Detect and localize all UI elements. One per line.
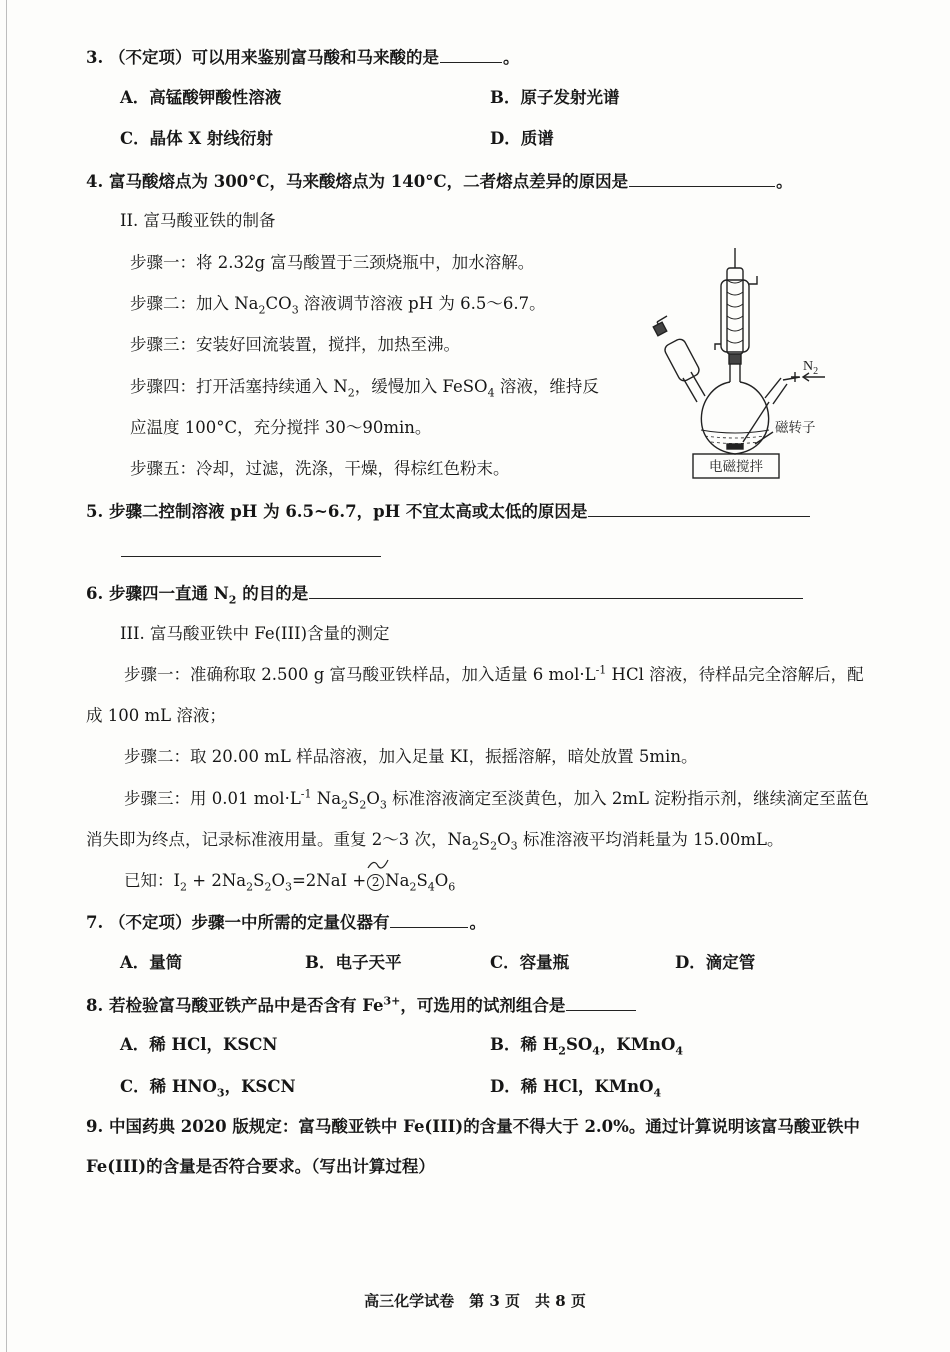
condenser-outlet [749,276,757,284]
handwritten-check-mark [366,858,390,872]
question-7-blank[interactable] [390,911,468,928]
q3-option-b: B．原子发射光谱 [490,88,620,107]
question-9-line-1: 9. 中国药典 2020 版规定：富马酸亚铁中 Fe(III)的含量不得大于 2.0%。通过计算说明该富马酸亚铁中 [86,1117,860,1136]
reflux-apparatus-diagram [635,240,840,485]
condenser-coil [727,280,743,343]
question-4-text: 4. 富马酸熔点为 300°C，马来酸熔点为 140°C，二者熔点差异的原因是 [86,172,629,191]
sec3-step-3-line-2: 消失即为终点，记录标准液用量。重复 2～3 次，$Na_2S_2O_3$ 标准溶液平均消耗量为 15.00mL。 [86,830,784,853]
q7-option-d: D．滴定管 [675,953,756,972]
question-3 [86,46,519,69]
question-5-text: 5. 步骤二控制溶液 pH 为 6.5~6.7，pH 不宜太高或太低的原因是 [86,502,588,521]
question-7-text: 7. （不定项）步骤一中所需的定量仪器有 [86,913,390,932]
sec3-step-3: 步骤三：用 0.01 $mol\cdot L^{-1}$ $Na_2S_2O_3$ 标准溶液滴定至淡黄色，加入 2mL 淀粉指示剂，继续滴定至蓝色 [124,787,869,812]
condenser-inlet [715,344,721,350]
q7-option-a: A．量筒 [120,953,183,972]
question-4-end: 。 [776,172,793,191]
question-4-blank[interactable] [629,170,775,187]
sec2-step-1: 步骤一：将 2.32g 富马酸置于三颈烧瓶中，加水溶解。 [130,253,535,272]
question-7: 7. （不定项）步骤一中所需的定量仪器有 。 [86,913,486,932]
liquid-surface [701,430,769,433]
q3-option-d: D．质谱 [490,129,554,148]
page-footer: 高三化学试卷 第 3 页 共 8 页 [364,1292,586,1310]
question-4 [86,170,793,193]
sec2-step-4-line-2: 应温度 100°C，充分搅拌 30～90min。 [130,418,432,437]
sec2-step-5: 步骤五：冷却，过滤，洗涤，干燥，得棕红色粉末。 [130,459,510,478]
q7-option-c: C．容量瓶 [490,953,570,972]
stir-bar [727,444,743,449]
sec3-step-1-line-2: 成 100 mL 溶液； [86,706,226,725]
sec2-step-2: 步骤二：加入 $Na_2CO_3$ 溶液调节溶液 pH 为 6.5～6.7。 [130,294,546,317]
question-5-line-2 [120,540,382,563]
q7-option-b: B．电子天平 [305,953,402,972]
known-equation: 已知：$I_2 + 2Na_2S_2O_3=2NaI + 2$ $Na_2S_4O_6$ [124,871,456,894]
q8-option-d: D．稀 HCl，KMnO$_4$ [490,1077,662,1100]
question-8-blank[interactable] [566,994,636,1011]
question-3-blank[interactable] [440,46,502,63]
question-3-end: 。 [502,48,520,67]
question-5-blank-1[interactable] [588,500,810,517]
question-6: 6. 步骤四一直通 $N_2$ 的目的是 [86,582,804,605]
page-edge-line [6,0,7,1352]
q3-option-c: C．晶体 X 射线衍射 [120,129,273,148]
stir-bar-label: 磁转子 [775,420,816,436]
question-5-blank-2[interactable] [121,540,381,557]
question-3-text: 3. （不定项）可以用来鉴别富马酸和马来酸的是 [86,48,439,67]
q8-option-c: C．稀 $HNO_3$，KSCN [120,1077,296,1100]
sec3-step-2: 步骤二：取 20.00 mL 样品溶液，加入足量 KI，振摇溶解，暗处放置 5min。 [124,747,698,766]
condenser-jacket [721,280,749,352]
circled-coefficient: 2 [367,874,384,891]
sec3-step-1: 步骤一：准确称取 2.500 g 富马酸亚铁样品，加入适量 6 $mol\cdot L^{-1}$ HCl 溶液，待样品完全溶解后，配 [124,663,864,684]
stirrer-label: 电磁搅拌 [709,459,763,475]
section-2-title: II. 富马酸亚铁的制备 [120,211,276,230]
section-3-title: III. 富马酸亚铁中 Fe(III)含量的测定 [120,624,390,643]
q8-option-b: B．稀 $H_2SO_4$，KMnO$_4$ [490,1035,684,1058]
dropping-funnel [663,337,701,383]
gas-label: $N_2$ [803,359,819,377]
sec2-step-3: 步骤三：安装好回流装置，搅拌，加热至沸。 [130,335,460,354]
question-6-blank[interactable] [309,582,803,599]
question-9-line-2: Fe(III)的含量是否符合要求。（写出计算过程） [86,1157,435,1176]
question-8: 8. 若检验富马酸亚铁产品中是否含有 $Fe^{3+}$，可选用的试剂组合是 [86,994,637,1017]
gas-valve [791,372,799,382]
q3-option-a: A．高锰酸钾酸性溶液 [120,88,282,107]
question-5 [86,500,811,523]
sec2-step-4: 步骤四：打开活塞持续通入 $N_2$，缓慢加入 FeSO$_4$ 溶液，维持反 [130,377,599,400]
condenser-joint [729,354,741,364]
q8-option-a: A．稀 HCl，KSCN [120,1035,278,1054]
